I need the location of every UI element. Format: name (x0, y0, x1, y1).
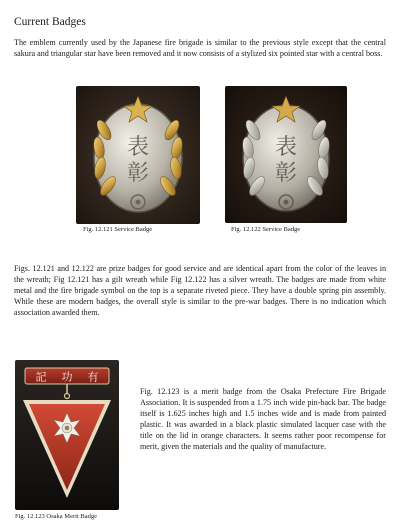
prize-badges-paragraph: Figs. 12.121 and 12.122 are prize badges for good service and are identical apart from the color of the leaves in the wreath; Fig 12.121 has a gilt wreath while Fig 12.122 has a silver wreath. The badges are made from white metal and the fire brigade symbol on the top is a separate riveted piece. They have a double spring pin assembly. While these are modern badges, the overall style is similar to the pre-war badges. There is no indication which association awarded them. (14, 264, 386, 318)
figure-caption: Fig. 12.123 Osaka Merit Badge (15, 513, 97, 520)
intro-paragraph: The emblem currently used by the Japanese fire brigade is similar to the previous style except that the central sakura and triangular star have been removed and it now consists of a stylized six pointed star with a central boss. (14, 38, 386, 59)
svg-text:表: 表 (126, 135, 150, 160)
merit-badge-paragraph: Fig. 12.123 is a merit badge from the Osaka Prefecture Fire Brigade Association. It is suspended from a 1.75 inch wide pin-back bar. The badge itself is 1.625 inches high and 1.5 inches wide and is made from painted plastic. It was awarded in a black plastic simulated lacquer case with the title on the lid in orange characters. It seems rather poor recompense for merit, given the materials and the quality of manufacture. (140, 387, 386, 452)
osaka-merit-badge-photo (15, 360, 119, 510)
figure-caption: Fig. 12.122 Service Badge (231, 226, 301, 233)
svg-text:彰: 彰 (274, 161, 298, 186)
svg-text:記: 記 (35, 370, 47, 384)
svg-text:有: 有 (87, 370, 99, 384)
page-heading: Current Badges (14, 15, 86, 28)
svg-text:彰: 彰 (126, 161, 150, 186)
svg-text:表: 表 (274, 135, 298, 160)
service-badge-silver-photo (225, 86, 347, 223)
svg-text:功: 功 (61, 370, 73, 384)
service-badge-gilt-photo (76, 86, 200, 224)
figure-caption: Fig. 12.121 Service Badge (83, 226, 153, 233)
